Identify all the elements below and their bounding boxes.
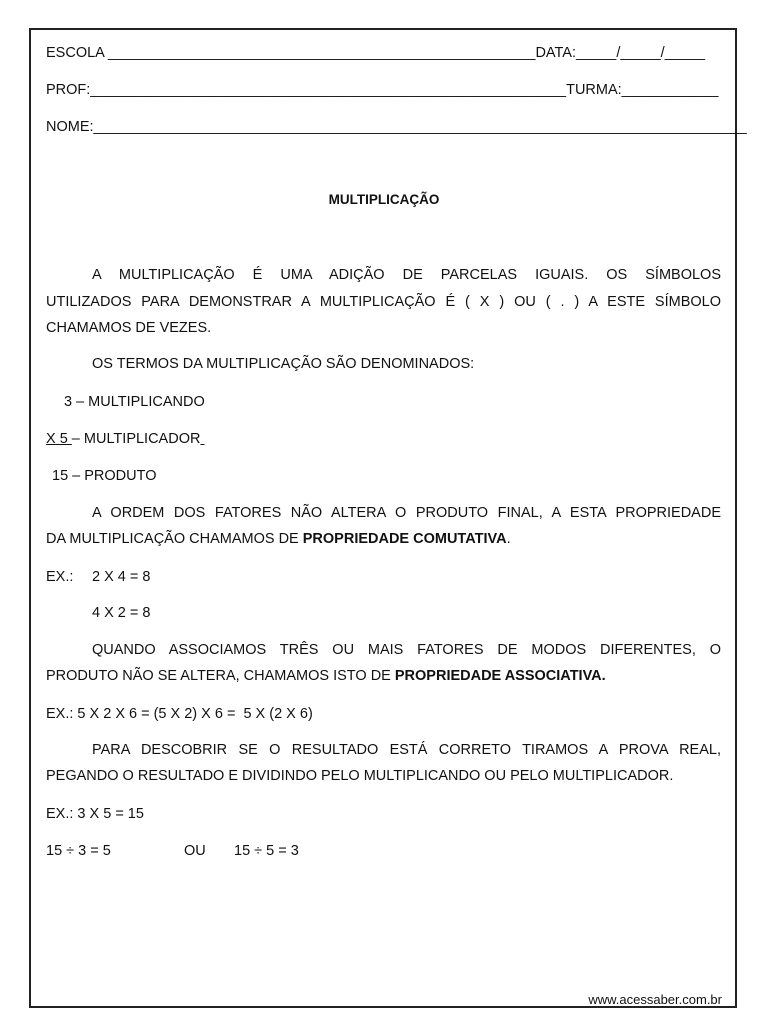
prova-line2: PEGANDO O RESULTADO E DIVIDINDO PELO MULTIPLICANDO OU PELO MULTIPLICADOR.: [46, 768, 674, 784]
prova-div1: 15 ÷ 3 = 5: [46, 843, 111, 859]
associativa-line2-text: PRODUTO NÃO SE ALTERA, CHAMAMOS ISTO DE: [46, 668, 395, 684]
terms-intro: OS TERMOS DA MULTIPLICAÇÃO SÃO DENOMINADOS:: [92, 356, 475, 372]
p1-line3: CHAMAMOS DE VEZES.: [46, 320, 212, 336]
header-prof-line: PROF:___________________________________________________________TURMA:____________: [46, 82, 719, 98]
page-title: MULTIPLICAÇÃO: [328, 192, 440, 207]
comutativa-line2-text: DA MULTIPLICAÇÃO CHAMAMOS DE: [46, 531, 303, 547]
multiplicador-label: – MULTIPLICADOR: [71, 431, 201, 447]
associativa-term: PROPRIEDADE ASSOCIATIVA.: [394, 668, 606, 684]
prova-ou: OU: [184, 843, 206, 859]
footer-url: www.acessaber.com.br: [588, 992, 722, 1007]
comutativa-term: PROPRIEDADE COMUTATIVA: [302, 531, 507, 547]
associativa-line2: [46, 667, 606, 685]
comutativa-line1: A ORDEM DOS FATORES NÃO ALTERA O PRODUTO FINAL, A ESTA PROPRIEDADE: [92, 505, 721, 521]
term-multiplicador: [46, 430, 204, 448]
prova-div2: 15 ÷ 5 = 3: [234, 843, 299, 859]
multiplicador-underline: [200, 431, 204, 447]
header-nome-line: NOME:_________________________________________________________________________________: [46, 119, 747, 135]
p1-line1: A MULTIPLICAÇÃO É UMA ADIÇÃO DE PARCELAS IGUAIS. OS SÍMBOLOS: [92, 267, 721, 283]
p1-line2: UTILIZADOS PARA DEMONSTRAR A MULTIPLICAÇÃO É ( X ) OU ( . ) A ESTE SÍMBOLO: [46, 294, 721, 310]
comutativa-ex-label: EX.:: [46, 569, 74, 585]
term-produto: 15 – PRODUTO: [52, 468, 157, 484]
associativa-line1: QUANDO ASSOCIAMOS TRÊS OU MAIS FATORES DE MODOS DIFERENTES, O: [92, 642, 721, 658]
header-escola-line: ESCOLA _____________________________________________________DATA:_____/_____/_____: [46, 45, 706, 61]
term-multiplicando: 3 – MULTIPLICANDO: [64, 394, 205, 410]
comutativa-line2: [46, 530, 511, 548]
comutativa-ex1: 2 X 4 = 8: [92, 569, 151, 585]
associativa-ex: EX.: 5 X 2 X 6 = (5 X 2) X 6 = 5 X (2 X 6): [46, 706, 313, 722]
multiplicador-operand: X 5: [46, 431, 72, 447]
prova-ex: EX.: 3 X 5 = 15: [46, 806, 144, 822]
comutativa-period: .: [506, 531, 511, 547]
comutativa-ex2: 4 X 2 = 8: [92, 605, 151, 621]
prova-line1: PARA DESCOBRIR SE O RESULTADO ESTÁ CORRETO TIRAMOS A PROVA REAL,: [92, 742, 721, 758]
